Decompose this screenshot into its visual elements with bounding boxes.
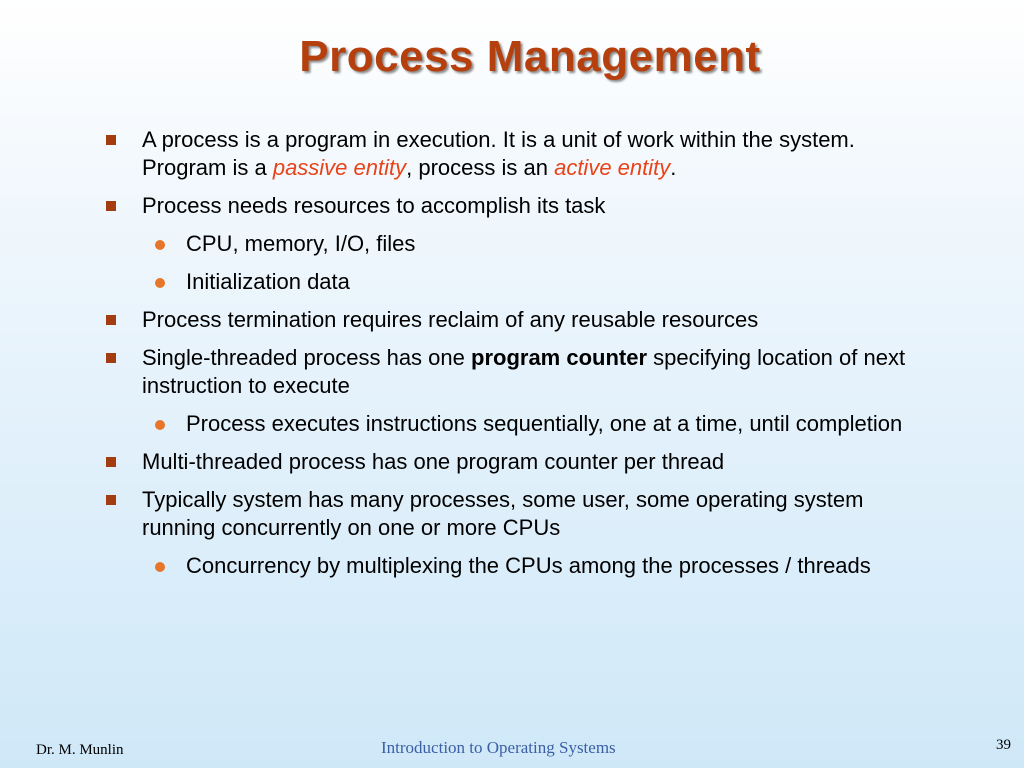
page-number: 39	[996, 737, 1011, 753]
square-bullet-icon	[106, 495, 116, 505]
bullet-item	[100, 192, 910, 220]
sub-bullet-item	[100, 410, 910, 438]
bullet-text: Process needs resources to accomplish its task	[142, 193, 606, 218]
footer-course-title: Introduction to Operating Systems	[381, 738, 616, 757]
slide-title: Process Management	[299, 32, 761, 81]
sub-bullet-text: CPU, memory, I/O, files	[186, 231, 416, 256]
bullet-text: Typically system has many processes, some user, some operating system running concurrently on one or more CPUs	[142, 487, 864, 540]
square-bullet-icon	[106, 457, 116, 467]
emphasis-text: passive entity	[272, 155, 407, 180]
square-bullet-icon	[106, 353, 116, 363]
bullet-text: Multi-threaded process has one program counter per thread	[142, 449, 725, 474]
bullet-item	[100, 486, 910, 542]
bullet-item	[100, 306, 910, 334]
sub-bullet-item	[100, 268, 910, 296]
square-bullet-icon	[106, 201, 116, 211]
square-bullet-icon	[106, 315, 116, 325]
bullet-text: specifying location of next instruction to execute	[142, 345, 906, 398]
sub-bullet-text: Concurrency by multiplexing the CPUs among the processes / threads	[186, 553, 871, 578]
bullet-text: , process is an	[406, 155, 555, 180]
bullet-item	[100, 126, 910, 182]
dot-bullet-icon	[155, 420, 165, 430]
square-bullet-icon	[106, 135, 116, 145]
bold-text: program counter	[471, 345, 648, 370]
bullet-text: Single-threaded process has one	[142, 345, 471, 370]
sub-bullet-text: Initialization data	[186, 269, 350, 294]
dot-bullet-icon	[155, 562, 165, 572]
sub-bullet-item	[100, 552, 910, 580]
bullet-list	[100, 126, 910, 590]
emphasis-text: active entity	[554, 155, 671, 180]
bullet-text: A process is a program in execution. It is a unit of work within the system. Program is a	[142, 127, 855, 180]
footer-author: Dr. M. Munlin	[36, 742, 124, 758]
bullet-text: .	[670, 155, 677, 180]
bullet-item	[100, 344, 910, 400]
dot-bullet-icon	[155, 240, 165, 250]
bullet-text: Process termination requires reclaim of any reusable resources	[142, 307, 759, 332]
sub-bullet-item	[100, 230, 910, 258]
bullet-item	[100, 448, 910, 476]
sub-bullet-text: Process executes instructions sequentially, one at a time, until completion	[186, 411, 903, 436]
dot-bullet-icon	[155, 278, 165, 288]
